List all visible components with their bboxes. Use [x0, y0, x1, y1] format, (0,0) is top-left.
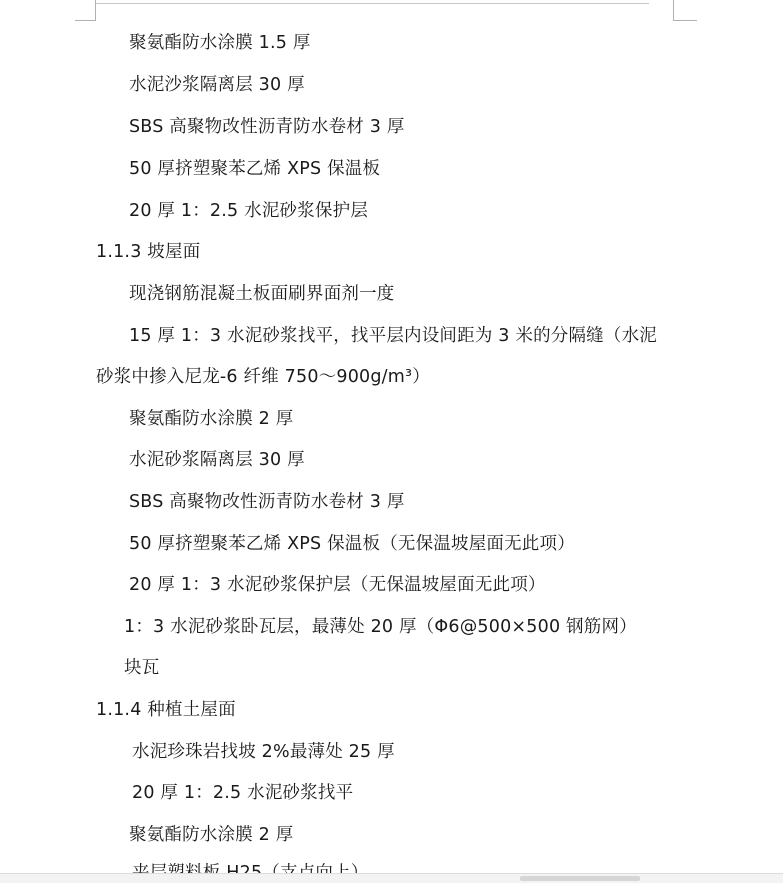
horizontal-scrollbar[interactable] — [0, 873, 783, 883]
text-line: 现浇钢筋混凝土板面刷界面剂一度 — [129, 284, 395, 304]
section-heading: 1.1.3 坡屋面 — [96, 242, 201, 262]
text-line-continuation: 砂浆中掺入尼龙-6 纤维 750～900g/m³） — [96, 367, 430, 387]
text-line: 1：3 水泥砂浆卧瓦层，最薄处 20 厚（Φ6@500×500 钢筋网） — [124, 617, 637, 637]
text-line: 15 厚 1：3 水泥砂浆找平，找平层内设间距为 3 米的分隔缝（水泥 — [129, 326, 657, 346]
text-line: 20 厚 1：2.5 水泥砂浆保护层 — [129, 201, 369, 221]
text-line: 水泥沙浆隔离层 30 厚 — [129, 75, 305, 95]
text-line: 50 厚挤塑聚苯乙烯 XPS 保温板 — [129, 159, 381, 179]
text-line: 20 厚 1：3 水泥砂浆保护层（无保温坡屋面无此项） — [129, 575, 546, 595]
text-line: SBS 高聚物改性沥青防水卷材 3 厚 — [129, 117, 405, 137]
text-line: 20 厚 1：2.5 水泥砂浆找平 — [132, 783, 354, 803]
crop-mark-top-right — [673, 0, 674, 20]
crop-mark-top-left-horizontal — [75, 20, 96, 21]
text-line: 聚氨酯防水涂膜 2 厚 — [129, 825, 294, 845]
text-line: 聚氨酯防水涂膜 2 厚 — [129, 409, 294, 429]
text-line: SBS 高聚物改性沥青防水卷材 3 厚 — [129, 492, 405, 512]
text-line: 水泥珍珠岩找坡 2%最薄处 25 厚 — [132, 742, 395, 762]
section-heading: 1.1.4 种植土屋面 — [96, 700, 236, 720]
scrollbar-thumb[interactable] — [520, 876, 640, 881]
text-line: 块瓦 — [124, 658, 160, 678]
text-line: 聚氨酯防水涂膜 1.5 厚 — [129, 33, 311, 53]
text-line: 50 厚挤塑聚苯乙烯 XPS 保温板（无保温坡屋面无此项） — [129, 534, 575, 554]
header-rule — [96, 3, 649, 4]
text-line: 水泥砂浆隔离层 30 厚 — [129, 450, 305, 470]
crop-mark-top-right-horizontal — [673, 20, 697, 21]
crop-mark-top-left — [95, 0, 96, 20]
